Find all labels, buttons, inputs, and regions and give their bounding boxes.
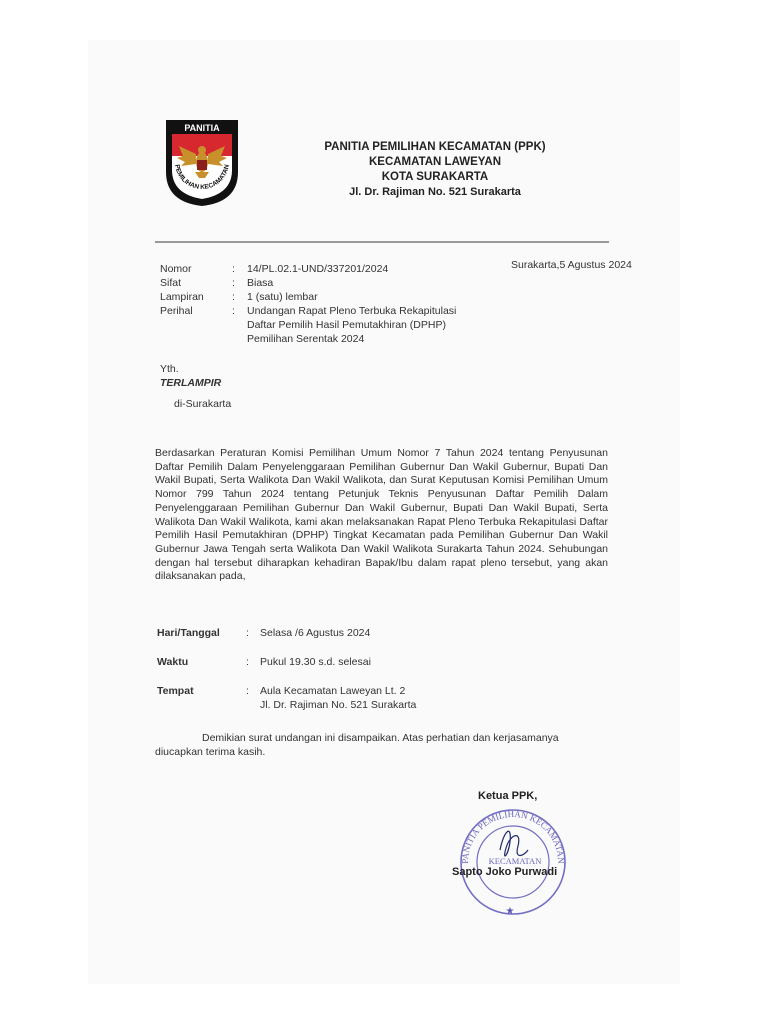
logo-ring-text: PEMILIHAN KECAMATAN	[173, 163, 231, 192]
official-stamp	[452, 790, 574, 925]
meta-row-nomor: Nomor : 14/PL.02.1-UND/337201/2024	[160, 262, 487, 276]
letterhead-line-2: KECAMATAN LAWEYAN	[368, 156, 502, 168]
stamp-ring-text: PANITIA PEMILIHAN KECAMATAN	[459, 808, 567, 864]
closing-paragraph: Demikian surat undangan ini disampaikan. Atas perhatian dan kerjasamanya diucapkan terima kasih.	[155, 732, 559, 758]
letterhead-line-3: KOTA SURAKARTA	[381, 171, 489, 183]
signatory-title: Ketua PPK,	[478, 790, 538, 802]
signatory-name: Sapto Joko Purwadi	[452, 866, 558, 878]
meta-label: Nomor	[160, 263, 192, 275]
meta-label: Perihal	[160, 305, 193, 317]
detail-value: Selasa /6 Agustus 2024	[260, 627, 371, 639]
detail-value: Pukul 19.30 s.d. selesai	[260, 656, 371, 668]
letterhead	[290, 140, 580, 200]
stamp-center-text: KECAMATAN	[488, 856, 542, 866]
meta-value: Undangan Rapat Pleno Terbuka Rekapitulasi Daftar Pemilih Hasil Pemutakhiran (DPHP) Pemilihan Serentak 2024	[247, 305, 457, 345]
meta-row-sifat: Sifat : Biasa	[160, 276, 487, 290]
recipient-prefix: Yth.	[160, 363, 179, 375]
meta-value: 14/PL.02.1-UND/337201/2024	[247, 263, 389, 275]
stamp-star-icon: ★	[505, 906, 515, 917]
meta-label: Sifat	[160, 277, 182, 289]
meta-value: Biasa	[247, 277, 274, 289]
recipient-block	[160, 362, 231, 411]
recipient-location: di-Surakarta	[174, 398, 232, 410]
place-date: Surakarta,5 Agustus 2024	[511, 259, 632, 271]
meta-label: Lampiran	[160, 291, 204, 303]
meta-row-perihal: Perihal : Undangan Rapat Pleno Terbuka Rekapitulasi Daftar Pemilih Hasil Pemutakhiran (DPHP) Pemilihan Serentak 2024	[160, 304, 487, 346]
letterhead-address: Jl. Dr. Rajiman No. 521 Surakarta	[349, 186, 521, 198]
detail-value: Aula Kecamatan Laweyan Lt. 2	[260, 685, 406, 697]
detail-label: Hari/Tanggal	[157, 627, 220, 639]
ppk-logo	[163, 110, 241, 208]
letterhead-divider	[155, 241, 609, 243]
detail-value-address: Jl. Dr. Rajiman No. 521 Surakarta	[260, 699, 417, 711]
detail-label: Waktu	[157, 656, 189, 668]
meta-value: 1 (satu) lembar	[247, 291, 318, 303]
letterhead-line-1: PANITIA PEMILIHAN KECAMATAN (PPK)	[324, 141, 546, 153]
recipient-name: TERLAMPIR	[160, 377, 222, 389]
meta-row-lampiran: Lampiran : 1 (satu) lembar	[160, 290, 487, 304]
letter-body: Berdasarkan Peraturan Komisi Pemilihan Umum Nomor 7 Tahun 2024 tentang Penyusunan Daftar Pemilih Dalam Penyelenggaraan Pemilihan Gubernur Dan Wakil Gubernur, Bupati Dan Wakil Bupati, Serta Walikota Dan Wakil Walikota, dan Surat Keputusan Komisi Pemilihan Umum Nomor 799 Tahun 2024 tentang Petunjuk Teknis Penyusunan Daftar Pemilih Dalam Penyelenggaraan Pemilihan Gubernur Dan Wakil Gubernur, Bupati Dan Wakil Bupati, Serta Walikota Dan Wakil Walikota, kami akan melaksanakan Rapat Pleno Terbuka Rekapitulasi Daftar Pemilih Hasil Pemutakhiran (DPHP) Tingkat Kecamatan pada Pemilihan Gubernur Dan Wakil Gubernur Jawa Tengah serta Walikota Dan Wakil Walikota Surakarta Tahun 2024. Sehubungan dengan hal tersebut diharapkan kehadiran Bapak/Ibu dalam rapat pleno tersebut, yang akan dilaksanakan pada,	[155, 447, 608, 583]
handwritten-signature	[500, 831, 528, 856]
letter-meta	[160, 262, 487, 346]
logo-title-text: PANITIA	[184, 123, 220, 133]
detail-label: Tempat	[157, 685, 194, 697]
